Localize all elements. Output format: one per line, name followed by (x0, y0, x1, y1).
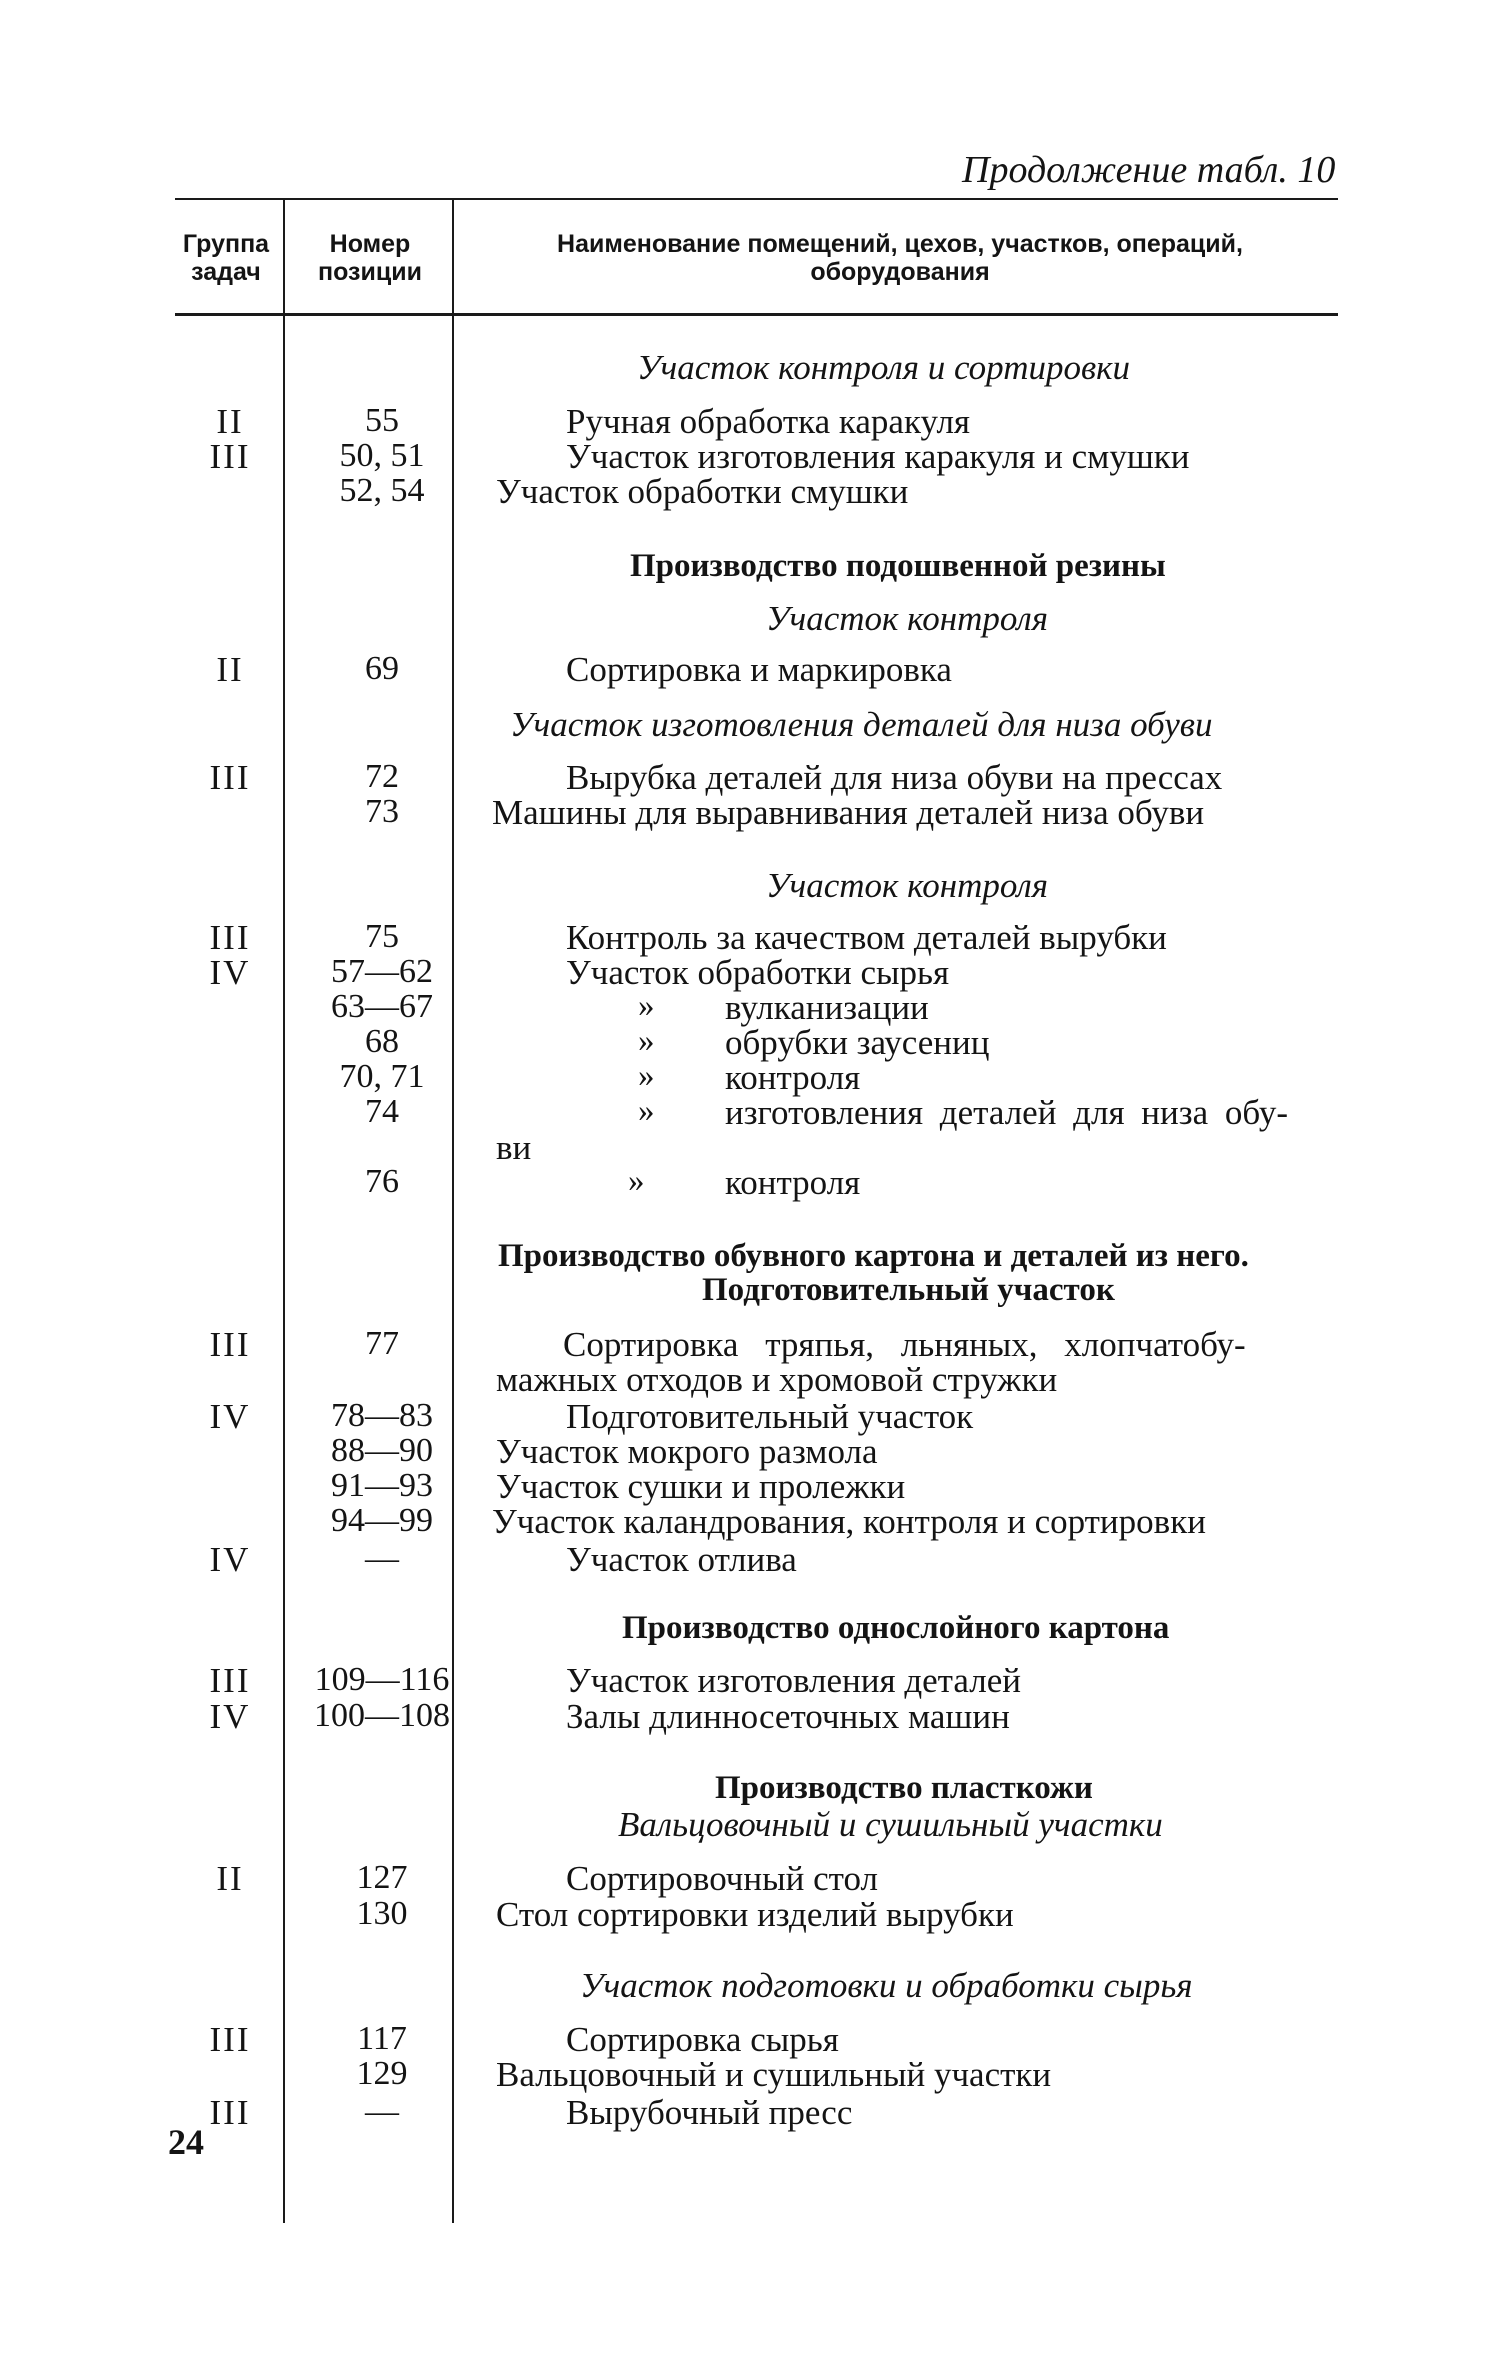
section-subtitle: Вальцовочный и сушильный участки (618, 1805, 1163, 1844)
section-subtitle: Участок изготовления деталей для низа обуви (510, 705, 1213, 744)
position-cell: 50, 51 (339, 437, 425, 474)
position-cell: 117 (357, 2020, 407, 2057)
position-cell: 109—116 (314, 1661, 450, 1698)
position-cell: 69 (365, 650, 399, 687)
ditto-mark: » (638, 988, 655, 1024)
section-title: Подготовительный участок (702, 1272, 1115, 1308)
name-cell: Вырубочный пресс (566, 2093, 853, 2132)
position-cell: 73 (365, 793, 399, 830)
name-cell: Сортировка сырья (566, 2020, 839, 2059)
ditto-mark: » (628, 1163, 645, 1199)
name-cell: Ручная обработка каракуля (566, 402, 971, 441)
name-cell: изготовления деталей для низа обу- (725, 1093, 1288, 1132)
group-cell: III (209, 2020, 251, 2059)
group-cell: II (216, 402, 244, 441)
group-cell: III (209, 437, 251, 476)
name-cell: Контроль за качеством деталей вырубки (566, 918, 1167, 957)
position-cell: 100—108 (314, 1697, 450, 1734)
name-cell: Участок каландрования, контроля и сортировки (492, 1502, 1206, 1541)
name-cell: Стол сортировки изделий вырубки (496, 1895, 1014, 1934)
section-subtitle: Участок контроля (766, 866, 1049, 905)
group-cell: III (209, 758, 251, 797)
position-cell: 74 (365, 1093, 399, 1130)
name-cell: Вальцовочный и сушильный участки (496, 2055, 1052, 2094)
position-cell: 52, 54 (339, 472, 425, 509)
table-continuation-caption: Продолжение табл. 10 (962, 149, 1336, 191)
group-cell: IV (209, 1540, 251, 1579)
position-cell: 129 (356, 2055, 408, 2092)
position-cell: 88—90 (331, 1432, 433, 1469)
group-cell: IV (209, 953, 251, 992)
name-cell: контроля (725, 1058, 861, 1097)
section-subtitle: Участок подготовки и обработки сырья (580, 1966, 1193, 2005)
position-cell: 63—67 (331, 988, 433, 1025)
position-cell: 127 (356, 1859, 408, 1896)
position-cell: — (365, 2093, 399, 2130)
page-number: 24 (168, 2122, 204, 2162)
position-cell: 68 (365, 1023, 399, 1060)
column-divider-1 (283, 200, 285, 2223)
header-name: Наименование помещений, цехов, участков, операций, оборудования (557, 230, 1243, 286)
name-cell: Участок сушки и пролежки (496, 1467, 906, 1506)
group-cell: IV (209, 1397, 251, 1436)
name-cell: Участок обработки смушки (496, 472, 909, 511)
position-cell: 77 (365, 1325, 399, 1362)
ditto-mark: » (638, 1058, 655, 1094)
group-cell: II (216, 1859, 244, 1898)
name-cell: Подготовительный участок (566, 1397, 974, 1436)
section-title: Производство однослойного картона (622, 1610, 1170, 1646)
position-cell: 57—62 (331, 953, 433, 990)
name-cell: обрубки заусениц (725, 1023, 990, 1062)
name-cell: мажных отходов и хромовой стружки (496, 1360, 1058, 1399)
top-rule (175, 198, 1338, 200)
ditto-mark: » (638, 1023, 655, 1059)
ditto-mark: » (638, 1093, 655, 1129)
group-cell: III (209, 2093, 251, 2132)
section-title: Производство подошвенной резины (630, 548, 1166, 584)
name-cell: Машины для выравнивания деталей низа обуви (492, 793, 1205, 832)
position-cell: 76 (365, 1163, 399, 1200)
name-cell: Участок обработки сырья (566, 953, 950, 992)
section-subtitle: Участок контроля и сортировки (637, 348, 1131, 387)
section-title: Производство пласткожи (715, 1770, 1093, 1806)
name-cell: Участок изготовления деталей (566, 1661, 1021, 1700)
name-cell: контроля (725, 1163, 861, 1202)
position-cell: 78—83 (331, 1397, 433, 1434)
name-cell: Сортировочный стол (566, 1859, 878, 1898)
header-group: Группа задач (182, 230, 270, 286)
name-cell: Сортировка и маркировка (566, 650, 952, 689)
group-cell: III (209, 1661, 251, 1700)
position-cell: 94—99 (331, 1502, 433, 1539)
name-cell: Участок изготовления каракуля и смушки (566, 437, 1190, 476)
position-cell: 55 (365, 402, 399, 439)
section-title: Производство обувного картона и деталей из него. (498, 1238, 1249, 1274)
position-cell: 130 (356, 1895, 408, 1932)
name-cell: Участок отлива (566, 1540, 797, 1579)
section-subtitle: Участок контроля (766, 599, 1049, 638)
position-cell: — (365, 1540, 399, 1577)
position-cell: 91—93 (331, 1467, 433, 1504)
header-rule (175, 313, 1338, 316)
position-cell: 75 (365, 918, 399, 955)
name-cell: Участок мокрого размола (496, 1432, 878, 1471)
group-cell: II (216, 650, 244, 689)
name-cell: Сортировка тряпья, льняных, хлопчатобу- (563, 1325, 1246, 1364)
group-cell: III (209, 1325, 251, 1364)
name-cell: Залы длинносеточных машин (566, 1697, 1010, 1736)
name-cell: вулканизации (725, 988, 929, 1027)
position-cell: 72 (365, 758, 399, 795)
group-cell: III (209, 918, 251, 957)
position-cell: 70, 71 (339, 1058, 425, 1095)
name-cell: ви (496, 1128, 532, 1167)
group-cell: IV (209, 1697, 251, 1736)
header-position: Номер позиции (318, 230, 422, 286)
name-cell: Вырубка деталей для низа обуви на прессах (566, 758, 1223, 797)
